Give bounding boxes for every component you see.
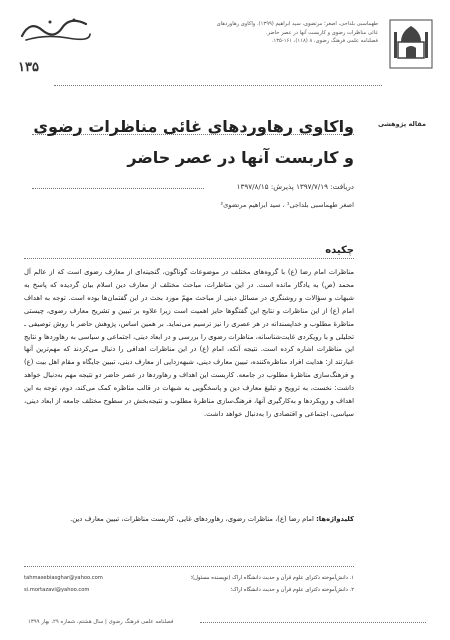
keywords-label: کلیدواژه‌ها: [316, 515, 354, 523]
keywords [24, 515, 354, 523]
footnote-text: ۲. دانش‌آموخته دکترای علوم قرآن و حدیث دانشگاه اراک؛ [230, 587, 354, 593]
citation-line: فصلنامه علمی فرهنگ رضوی، ۸ (۱۱۸)، ۱۶۱-۱۳۵. [271, 38, 378, 45]
abstract-text: مناظرات امام رضا (ع) با گروه‌های مختلف در موضوعات گوناگون، گنجینه‌ای از معارف رضوی است که از عالم آل محمد (ص) به یادگار مانده است. در این مناظرات، مباحث مختلف از معارف دین اسلام بیان گردیده که پاسخ به شبهات و سؤالات و روشنگری در مسائل دینی از مباحث مهمّ مورد بحث در این گفتمان‌ها بوده است. توجه به اهداف امام (ع) از این مناظرات و نتایج این گفتگوها حایز اهمیت است زیرا علاوه بر تبیین و تشریح معارف رضوی، چیستی مناظرهٔ مطلوب و خداپسندانه در هر عصری را نیز ترسیم می‌نماید. بر همین اساس، پژوهش حاضر با روش توصیفی ـ تحلیلی و با رویکردی غایت‌شناسانه، مناظرات رضوی را بررسی و در ابعاد دینی، اجتماعی و سیاسی به رهاوردها و نتایج این مناظرات اشاره کرده است. نتیجه آنکه، امام (ع) در این مناظرات اهدافی را دنبال می‌کردند که مهم‌ترین آنها عبارتند از: هدایت افراد مناظره‌کننده، تبیین معارف دینی، شبهه‌زدایی از معارف دینی، تبیین جایگاه و مقام اهل بیت (ع) و فرهنگ‌سازی مناظرهٔ مطلوب در جامعه. کاربست این اهداف و رهاوردها در عصر حاضر دو نتیجه مهم به‌دنبال خواهد داشت: نخست، به ترویج و تبلیغ معارف دین و پاسخگویی به شبهات در قالب مناظره کمک می‌کند، دوم، توجه به این اهداف و رویکردها و به‌کارگیری آنها، فرهنگ‌سازی مناظرهٔ مطلوب و نتیجه‌بخش در سطوح مختلف جامعه از ابعاد دینی، سیاسی، اجتماعی و اقتصادی را به‌دنبال خواهد داشت. [24, 268, 354, 418]
journal-logo [16, 16, 94, 46]
footnotes [24, 572, 354, 596]
footnote-1 [24, 572, 354, 584]
citation-line: طهماسبی بلداجی، اصغر؛ مرتضوی، سید ابراهیم (۱۳۹۹). واکاوی رهاوردهای [216, 21, 378, 27]
shrine-emblem [388, 18, 434, 70]
abstract-heading: چکیده [325, 245, 354, 256]
footnote-email: tahmasebiasghar@yahoo.com [24, 575, 103, 581]
section-tag: مقاله پژوهشی [377, 120, 426, 128]
received-accepted-dates: دریافت: ۱۳۹۷/۷/۱۹ پذیرش: ۱۳۹۷/۸/۱۵ [236, 182, 354, 191]
keywords-list: امام رضا (ع)، مناظرات رضوی، رهاوردهای غایی، کاربست مناظرات، تبیین معارف دین. [70, 515, 314, 523]
footer-rule [200, 622, 426, 623]
article-title-line2: و کاربست آنها در عصر حاضر [127, 148, 354, 167]
footnote-email: si.mortazavi@yahoo.com [24, 587, 90, 593]
article-title-line1: واکاوی رهاوردهای غائی مناظرات رضوی [33, 117, 354, 136]
authors: اصغر طهماسبی بلداجی¹ ، سید ابراهیم مرتضوی² [220, 201, 354, 209]
abstract-rule [24, 258, 354, 259]
footnote-2 [24, 584, 354, 596]
footnote-rule [24, 566, 354, 567]
footer-text: فصلنامه علمی فرهنگ رضوی | سال هشتم، شماره ۲۹، بهار ۱۳۹۹ [28, 619, 174, 625]
citation-line: غائی مناظرات رضوی و کاربست آنها در عصر حاضر. [265, 29, 378, 36]
citation-block [188, 20, 378, 46]
footnote-text: ۱. دانش‌آموخته دکترای علوم قرآن و حدیث دانشگاه اراک (نویسنده مسئول)؛ [190, 575, 354, 581]
dates-rule [32, 188, 204, 189]
header-rule [54, 85, 382, 86]
page-number: ۱۳۵ [18, 60, 39, 75]
